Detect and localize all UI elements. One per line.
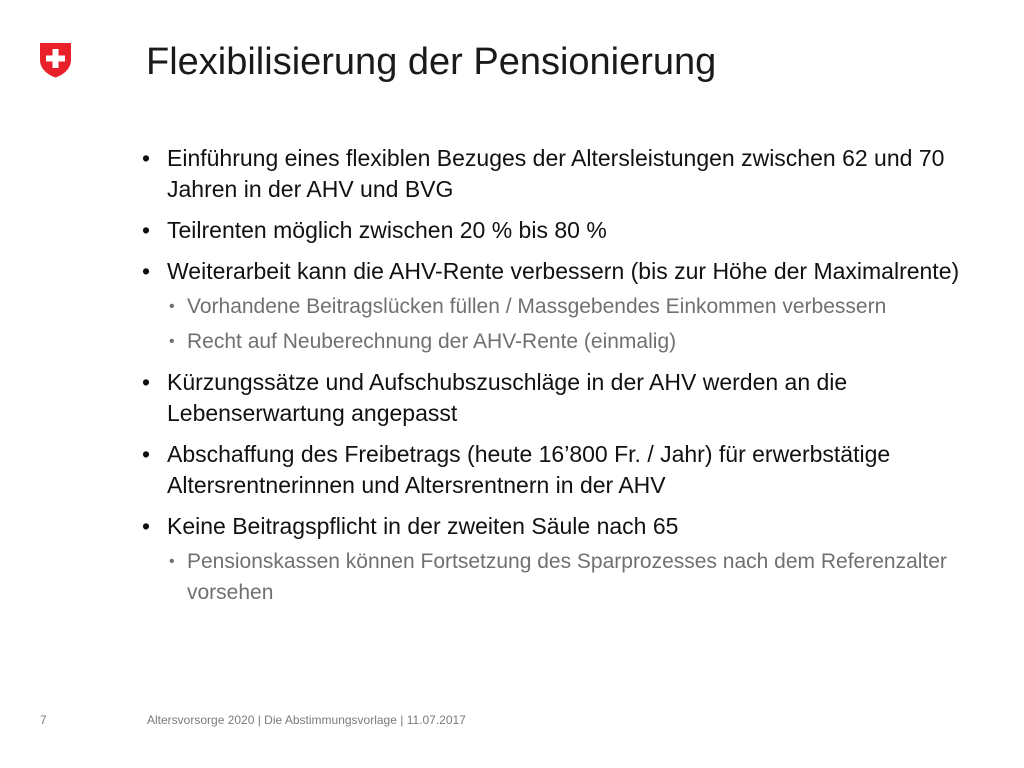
bullet-dot: • bbox=[142, 217, 151, 243]
sub-bullet-list bbox=[167, 546, 970, 608]
page-title: Flexibilisierung der Pensionierung bbox=[146, 41, 717, 83]
bullet-dot: • bbox=[142, 145, 151, 171]
swiss-cross-shield-icon bbox=[39, 42, 72, 78]
sub-list-item bbox=[167, 326, 970, 357]
list-item bbox=[140, 215, 970, 246]
sub-bullet-text: Pensionskassen können Fortsetzung des Sparprozesses nach dem Referenzalter vorsehen bbox=[187, 550, 947, 604]
bullet-text: Teilrenten möglich zwischen 20 % bis 80 % bbox=[167, 217, 607, 243]
sub-bullet-text: Recht auf Neuberechnung der AHV-Rente (einmalig) bbox=[187, 330, 677, 353]
sub-list-item bbox=[167, 546, 970, 608]
list-item bbox=[140, 143, 970, 205]
list-item bbox=[140, 511, 970, 608]
sub-bullet-dot: • bbox=[169, 333, 175, 350]
footer-text: Altersvorsorge 2020 | Die Abstimmungsvorlage | 11.07.2017 bbox=[147, 713, 466, 727]
sub-bullet-dot: • bbox=[169, 298, 175, 315]
bullet-dot: • bbox=[142, 258, 151, 284]
sub-bullet-dot: • bbox=[169, 553, 175, 570]
bullet-text: Keine Beitragspflicht in der zweiten Säule nach 65 bbox=[167, 513, 679, 539]
sub-bullet-list bbox=[167, 291, 970, 357]
list-item bbox=[140, 256, 970, 357]
bullet-text: Abschaffung des Freibetrags (heute 16’800 Fr. / Jahr) für erwerbstätige Altersrentnerinnen und Altersrentnern in der AHV bbox=[167, 441, 891, 498]
bullet-dot: • bbox=[142, 513, 151, 539]
bullet-text: Kürzungssätze und Aufschubszuschläge in der AHV werden an die Lebenserwartung angepasst bbox=[167, 369, 848, 426]
list-item bbox=[140, 439, 970, 501]
bullet-text: Weiterarbeit kann die AHV-Rente verbessern (bis zur Höhe der Maximalrente) bbox=[167, 258, 960, 284]
page-number: 7 bbox=[40, 713, 47, 727]
bullet-dot: • bbox=[142, 369, 151, 395]
sub-list-item bbox=[167, 291, 970, 322]
list-item bbox=[140, 367, 970, 429]
bullet-text: Einführung eines flexiblen Bezuges der Altersleistungen zwischen 62 und 70 Jahren in der AHV und BVG bbox=[167, 145, 945, 202]
bullet-list bbox=[140, 143, 970, 618]
sub-bullet-text: Vorhandene Beitragslücken füllen / Massgebendes Einkommen verbessern bbox=[187, 295, 887, 318]
bullet-dot: • bbox=[142, 441, 151, 467]
